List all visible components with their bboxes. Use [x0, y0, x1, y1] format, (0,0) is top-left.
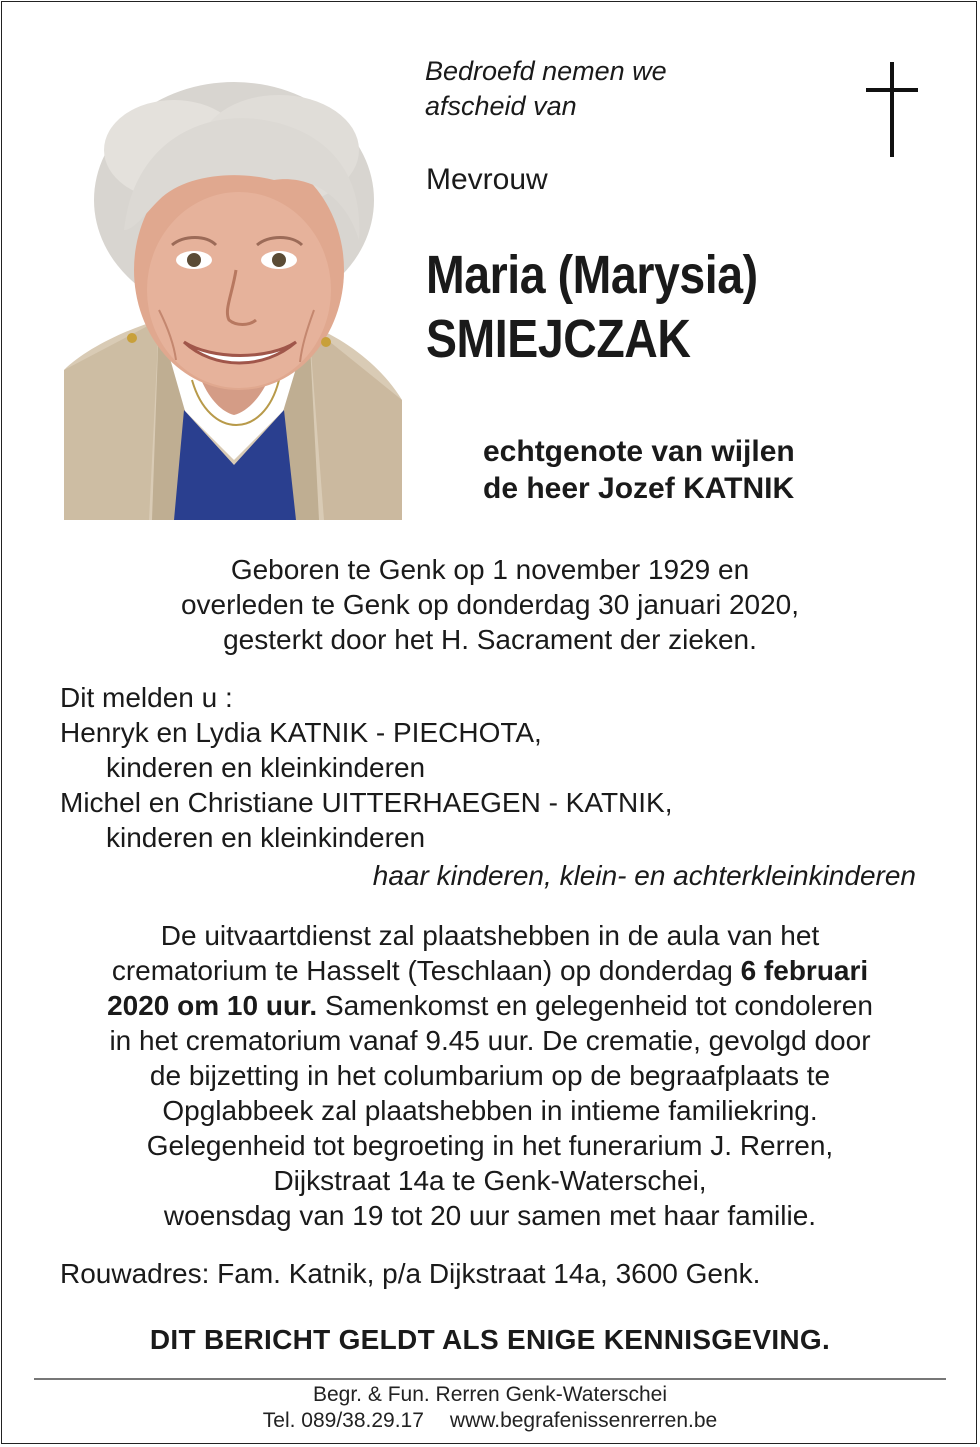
announcement-list: [60, 680, 673, 855]
deceased-first-name: Maria (Marysia): [426, 245, 758, 305]
deceased-name: [426, 243, 758, 371]
born-line-3: gesterkt door het H. Sacrament der zieken.: [223, 624, 757, 655]
footer-phone: Tel. 089/38.29.17: [262, 1409, 424, 1432]
birth-death-info: [0, 552, 980, 657]
funeral-line-2: [0, 953, 980, 988]
funeral-line-1: De uitvaartdienst zal plaatshebben in de aula van het: [160, 920, 820, 951]
footer-website-link[interactable]: www.begrafenissenrerren.be: [449, 1409, 718, 1432]
spouse-info: [483, 433, 795, 507]
funeral-home-name: Begr. & Fun. Rerren Genk-Waterschei: [312, 1383, 668, 1406]
funeral-details: [0, 918, 980, 1233]
funeral-line-4: in het crematorium vanaf 9.45 uur. De crematie, gevolgd door: [109, 1025, 871, 1056]
funeral-line-8: Dijkstraat 14a te Genk-Waterschei,: [273, 1165, 707, 1196]
spouse-line-1: echtgenote van wijlen: [483, 435, 795, 468]
born-line-2: overleden te Genk op donderdag 30 januari 2020,: [180, 589, 800, 620]
cross-icon: [862, 60, 922, 160]
announce-heading: Dit melden u :: [60, 682, 233, 713]
funeral-line-7: Gelegenheid tot begroeting in het funerarium J. Rerren,: [146, 1130, 834, 1161]
funeral-line-6: Opglabbeek zal plaatshebben in intieme familiekring.: [162, 1095, 818, 1126]
funeral-date-part-2: 2020 om 10 uur.: [107, 990, 318, 1021]
portrait-photo: [64, 80, 402, 520]
intro-line-2: afscheid van: [425, 91, 577, 121]
footer: [0, 1382, 980, 1434]
mourning-address: Rouwadres: Fam. Katnik, p/a Dijkstraat 14a, 3600 Genk.: [60, 1258, 761, 1289]
funeral-date-part-1: 6 februari: [740, 955, 869, 986]
family-1-sub: kinderen en kleinkinderen: [106, 752, 426, 783]
funeral-line-2-text: crematorium te Hasselt (Teschlaan) op donderdag: [111, 955, 741, 986]
family-2: Michel en Christiane UITTERHAEGEN - KATNIK,: [60, 787, 673, 818]
intro-line-1: Bedroefd nemen we: [425, 56, 667, 86]
funeral-line-3: [0, 988, 980, 1023]
footer-divider: [34, 1378, 946, 1380]
born-line-1: Geboren te Genk op 1 november 1929 en: [230, 554, 750, 585]
funeral-line-9: woensdag van 19 tot 20 uur samen met haar familie.: [163, 1200, 817, 1231]
funeral-line-5: de bijzetting in het columbarium op de begraafplaats te: [149, 1060, 831, 1091]
funeral-line-3-text: Samenkomst en gelegenheid tot condoleren: [317, 990, 873, 1021]
deceased-surname: SMIEJCZAK: [426, 309, 691, 369]
official-notice: DIT BERICHT GELDT ALS ENIGE KENNISGEVING.: [149, 1324, 831, 1355]
relatives-line: haar kinderen, klein- en achterkleinkinderen: [372, 860, 916, 891]
footer-contact: [0, 1408, 980, 1434]
spouse-line-2: de heer Jozef KATNIK: [483, 472, 795, 505]
family-1: Henryk en Lydia KATNIK - PIECHOTA,: [60, 717, 542, 748]
intro-text: [425, 54, 667, 124]
family-2-sub: kinderen en kleinkinderen: [106, 822, 426, 853]
honorific-title: Mevrouw: [426, 163, 548, 196]
